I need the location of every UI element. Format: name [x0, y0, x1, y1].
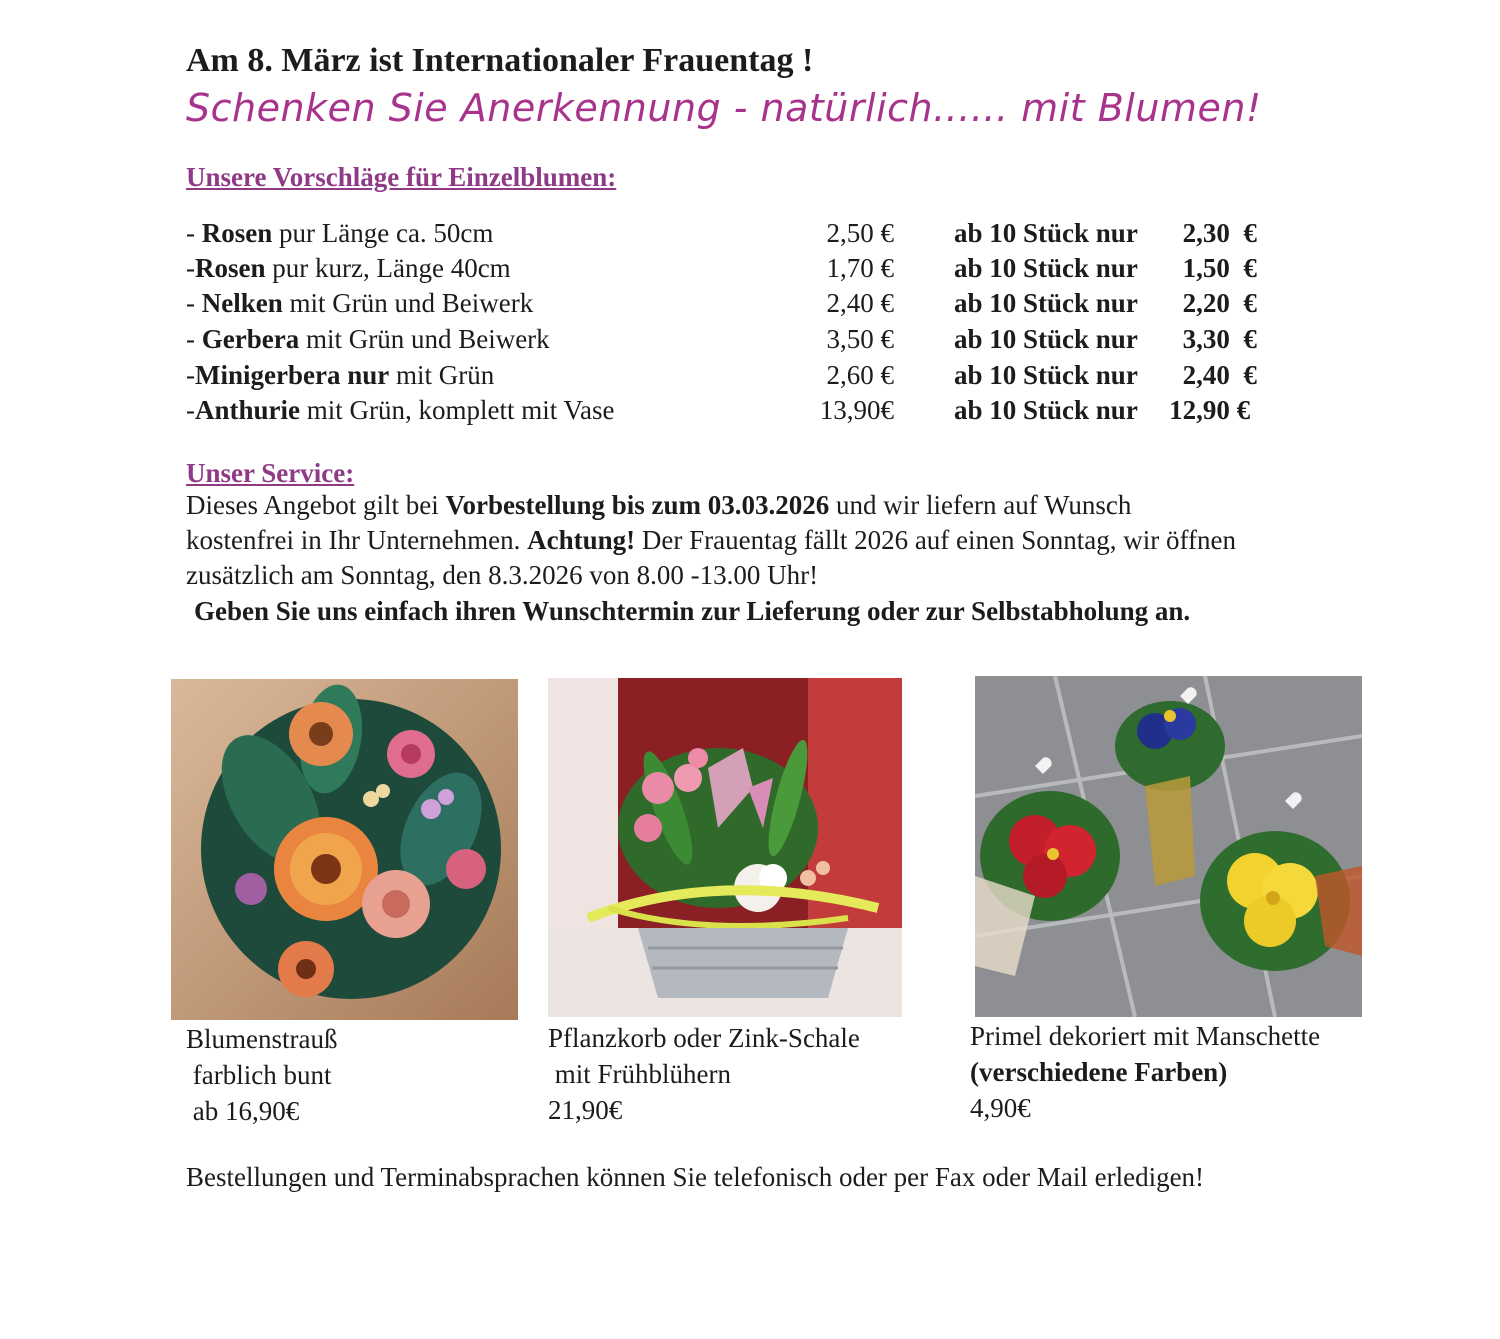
product-caption-planter: Pflanzkorb oder Zink-Schale mit Frühblühern 21,90€ [548, 1020, 860, 1128]
product-price: 4,90€ [970, 1093, 1031, 1123]
page-subtitle: Schenken Sie Anerkennung - natürlich...... mit Blumen! [186, 86, 1262, 130]
bulk-price: ab 10 Stück nur 3,30 € [954, 324, 1257, 354]
section-heading-flowers: Unsere Vorschläge für Einzelblumen: [186, 162, 617, 192]
flower-name: Gerbera [201, 324, 300, 354]
bulk-price: ab 10 Stück nur 2,20 € [954, 288, 1257, 318]
bulk-price: ab 10 Stück nur 2,30 € [954, 218, 1257, 248]
product-caption-bouquet: Blumenstrauß farblich bunt ab 16,90€ [186, 1021, 337, 1129]
flower-name: Rosen [201, 218, 273, 248]
primrose-photo [975, 676, 1362, 1017]
unit-price: 2,50 € [826, 218, 894, 248]
product-caption-primrose: Primel dekoriert mit Manschette (verschiedene Farben) 4,90€ [970, 1018, 1320, 1126]
bulk-price: ab 10 Stück nur 1,50 € [954, 253, 1257, 283]
bulk-price: ab 10 Stück nur 12,90 € [954, 395, 1251, 425]
bulk-price: ab 10 Stück nur 2,40 € [954, 360, 1257, 390]
unit-price: 13,90€ [819, 395, 894, 425]
page-title: Am 8. März ist Internationaler Frauentag ! [186, 42, 814, 79]
unit-price: 2,40 € [826, 288, 894, 318]
footer-note: Bestellungen und Terminabsprachen können Sie telefonisch oder per Fax oder Mail erledigen! [186, 1162, 1205, 1192]
flower-name: Minigerbera nur [195, 360, 390, 390]
unit-price: 1,70 € [826, 253, 894, 283]
product-price: 21,90€ [548, 1095, 623, 1125]
product-price: ab 16,90€ [186, 1096, 300, 1126]
flower-name: Nelken [201, 288, 283, 318]
unit-price: 3,50 € [826, 324, 894, 354]
flower-name: Anthurie [195, 395, 301, 425]
service-call-to-action: Geben Sie uns einfach ihren Wunschtermin zur Lieferung oder zur Selbstabholung an. [194, 596, 1191, 626]
bouquet-photo [171, 679, 518, 1020]
unit-price: 2,60 € [826, 360, 894, 390]
planter-basket-photo [548, 678, 902, 1017]
flower-name: Rosen [195, 253, 266, 283]
service-text: Dieses Angebot gilt bei Vorbestellung bis zum 03.03.2026 und wir liefern auf Wunsch kostenfrei in Ihr Unternehmen. Achtung! Der Frauentag fällt 2026 auf einen Sonntag, wir öffnen zusätzlich am Sonntag, den 8.3.2026 von 8.00 -13.00 Uhr! [186, 490, 1236, 590]
section-heading-service: Unser Service: [186, 458, 355, 488]
